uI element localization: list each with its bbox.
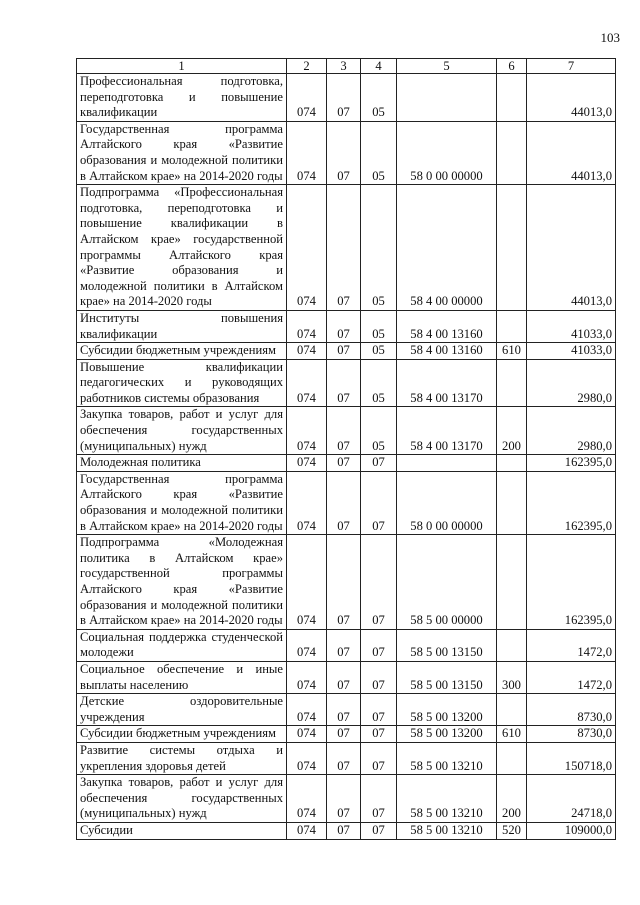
amount: 162395,0 [527, 535, 616, 630]
subsection-code: 05 [361, 343, 397, 360]
expense-type-code [497, 455, 527, 472]
item-name: Закупка товаров, работ и услуг для обеспечения государственных (муниципальных) нужд [77, 775, 287, 823]
amount: 8730,0 [527, 694, 616, 726]
amount: 24718,0 [527, 775, 616, 823]
admin-code: 074 [287, 822, 327, 839]
expense-type-code: 520 [497, 822, 527, 839]
section-code: 07 [327, 694, 361, 726]
section-code: 07 [327, 455, 361, 472]
budget-table [76, 58, 616, 840]
admin-code: 074 [287, 74, 327, 122]
amount: 1472,0 [527, 629, 616, 661]
table-row [77, 407, 616, 455]
expense-type-code [497, 121, 527, 184]
subsection-code: 07 [361, 822, 397, 839]
item-name: Государственная программа Алтайского края «Развитие образования и молодежной политики в Алтайском крае» на 2014-2020 годы [77, 471, 287, 534]
header-col-7: 7 [527, 59, 616, 74]
section-code: 07 [327, 310, 361, 342]
section-code: 07 [327, 359, 361, 407]
table-row [77, 822, 616, 839]
admin-code: 074 [287, 726, 327, 743]
header-col-2: 2 [287, 59, 327, 74]
expense-type-code: 610 [497, 343, 527, 360]
admin-code: 074 [287, 185, 327, 311]
table-row [77, 121, 616, 184]
table-row [77, 359, 616, 407]
section-code: 07 [327, 121, 361, 184]
table-row [77, 629, 616, 661]
table-row [77, 775, 616, 823]
amount: 2980,0 [527, 359, 616, 407]
section-code: 07 [327, 471, 361, 534]
item-name: Повышение квалификации педагогических и руководящих работников системы образования [77, 359, 287, 407]
item-name: Молодежная политика [77, 455, 287, 472]
expense-type-code [497, 74, 527, 122]
amount: 41033,0 [527, 343, 616, 360]
table-row [77, 185, 616, 311]
admin-code: 074 [287, 535, 327, 630]
target-article-code: 58 0 00 00000 [397, 121, 497, 184]
admin-code: 074 [287, 121, 327, 184]
section-code: 07 [327, 742, 361, 774]
target-article-code: 58 5 00 00000 [397, 535, 497, 630]
expense-type-code [497, 629, 527, 661]
expense-type-code [497, 742, 527, 774]
expense-type-code [497, 535, 527, 630]
target-article-code [397, 74, 497, 122]
amount: 1472,0 [527, 661, 616, 693]
admin-code: 074 [287, 742, 327, 774]
admin-code: 074 [287, 471, 327, 534]
expense-type-code: 300 [497, 661, 527, 693]
amount: 44013,0 [527, 185, 616, 311]
section-code: 07 [327, 661, 361, 693]
item-name: Закупка товаров, работ и услуг для обеспечения государственных (муниципальных) нужд [77, 407, 287, 455]
expense-type-code: 200 [497, 407, 527, 455]
subsection-code: 07 [361, 471, 397, 534]
header-col-3: 3 [327, 59, 361, 74]
target-article-code: 58 4 00 13170 [397, 359, 497, 407]
table-row [77, 694, 616, 726]
subsection-code: 07 [361, 694, 397, 726]
subsection-code: 07 [361, 661, 397, 693]
subsection-code: 05 [361, 359, 397, 407]
admin-code: 074 [287, 407, 327, 455]
table-row [77, 455, 616, 472]
item-name: Государственная программа Алтайского края «Развитие образования и молодежной политики в Алтайском крае» на 2014-2020 годы [77, 121, 287, 184]
section-code: 07 [327, 343, 361, 360]
amount: 162395,0 [527, 455, 616, 472]
section-code: 07 [327, 74, 361, 122]
admin-code: 074 [287, 343, 327, 360]
target-article-code: 58 5 00 13150 [397, 629, 497, 661]
amount: 41033,0 [527, 310, 616, 342]
section-code: 07 [327, 535, 361, 630]
admin-code: 074 [287, 310, 327, 342]
item-name: Подпрограмма «Молодежная политика в Алтайском крае» государственной программы Алтайского края «Развитие образования и молодежной политики в Алтайском крае» на 2014-2020 годы [77, 535, 287, 630]
amount: 109000,0 [527, 822, 616, 839]
admin-code: 074 [287, 455, 327, 472]
table-row [77, 535, 616, 630]
target-article-code: 58 5 00 13200 [397, 726, 497, 743]
admin-code: 074 [287, 661, 327, 693]
target-article-code: 58 4 00 13160 [397, 310, 497, 342]
target-article-code: 58 5 00 13200 [397, 694, 497, 726]
expense-type-code [497, 694, 527, 726]
table-row [77, 74, 616, 122]
subsection-code: 07 [361, 629, 397, 661]
target-article-code: 58 5 00 13210 [397, 742, 497, 774]
amount: 44013,0 [527, 121, 616, 184]
item-name: Социальная поддержка студенческой молодежи [77, 629, 287, 661]
table-row [77, 742, 616, 774]
section-code: 07 [327, 822, 361, 839]
subsection-code: 05 [361, 121, 397, 184]
target-article-code: 58 4 00 13170 [397, 407, 497, 455]
header-col-1: 1 [77, 59, 287, 74]
subsection-code: 05 [361, 310, 397, 342]
expense-type-code [497, 185, 527, 311]
table-row [77, 343, 616, 360]
expense-type-code [497, 310, 527, 342]
table-row [77, 471, 616, 534]
header-col-5: 5 [397, 59, 497, 74]
expense-type-code [497, 359, 527, 407]
item-name: Детские оздоровительные учреждения [77, 694, 287, 726]
subsection-code: 07 [361, 726, 397, 743]
target-article-code: 58 4 00 13160 [397, 343, 497, 360]
subsection-code: 07 [361, 535, 397, 630]
item-name: Субсидии бюджетным учреждениям [77, 726, 287, 743]
amount: 44013,0 [527, 74, 616, 122]
table-row [77, 661, 616, 693]
amount: 162395,0 [527, 471, 616, 534]
section-code: 07 [327, 775, 361, 823]
target-article-code: 58 5 00 13150 [397, 661, 497, 693]
section-code: 07 [327, 726, 361, 743]
target-article-code: 58 4 00 00000 [397, 185, 497, 311]
table-row [77, 310, 616, 342]
target-article-code: 58 5 00 13210 [397, 822, 497, 839]
admin-code: 074 [287, 775, 327, 823]
expense-type-code [497, 471, 527, 534]
item-name: Развитие системы отдыха и укрепления здоровья детей [77, 742, 287, 774]
subsection-code: 05 [361, 74, 397, 122]
section-code: 07 [327, 629, 361, 661]
header-col-4: 4 [361, 59, 397, 74]
amount: 8730,0 [527, 726, 616, 743]
table-body [77, 74, 616, 840]
item-name: Социальное обеспечение и иные выплаты населению [77, 661, 287, 693]
table-row [77, 726, 616, 743]
subsection-code: 07 [361, 742, 397, 774]
item-name: Субсидии [77, 822, 287, 839]
expense-type-code: 200 [497, 775, 527, 823]
page-number: 103 [600, 30, 620, 45]
subsection-code: 07 [361, 455, 397, 472]
target-article-code [397, 455, 497, 472]
header-col-6: 6 [497, 59, 527, 74]
admin-code: 074 [287, 629, 327, 661]
subsection-code: 05 [361, 407, 397, 455]
subsection-code: 05 [361, 185, 397, 311]
admin-code: 074 [287, 359, 327, 407]
section-code: 07 [327, 407, 361, 455]
header-row [77, 59, 616, 74]
item-name: Подпрограмма «Профессиональная подготовка, переподготовка и повышение квалификации в Алтайском крае» государственной программы Алтайского края «Развитие образования и молодежной политики в Алтайском крае» на 2014-2020 годы [77, 185, 287, 311]
item-name: Субсидии бюджетным учреждениям [77, 343, 287, 360]
target-article-code: 58 5 00 13210 [397, 775, 497, 823]
amount: 2980,0 [527, 407, 616, 455]
amount: 150718,0 [527, 742, 616, 774]
item-name: Институты повышения квалификации [77, 310, 287, 342]
subsection-code: 07 [361, 775, 397, 823]
item-name: Профессиональная подготовка, переподготовка и повышение квалификации [77, 74, 287, 122]
admin-code: 074 [287, 694, 327, 726]
expense-type-code: 610 [497, 726, 527, 743]
target-article-code: 58 0 00 00000 [397, 471, 497, 534]
section-code: 07 [327, 185, 361, 311]
